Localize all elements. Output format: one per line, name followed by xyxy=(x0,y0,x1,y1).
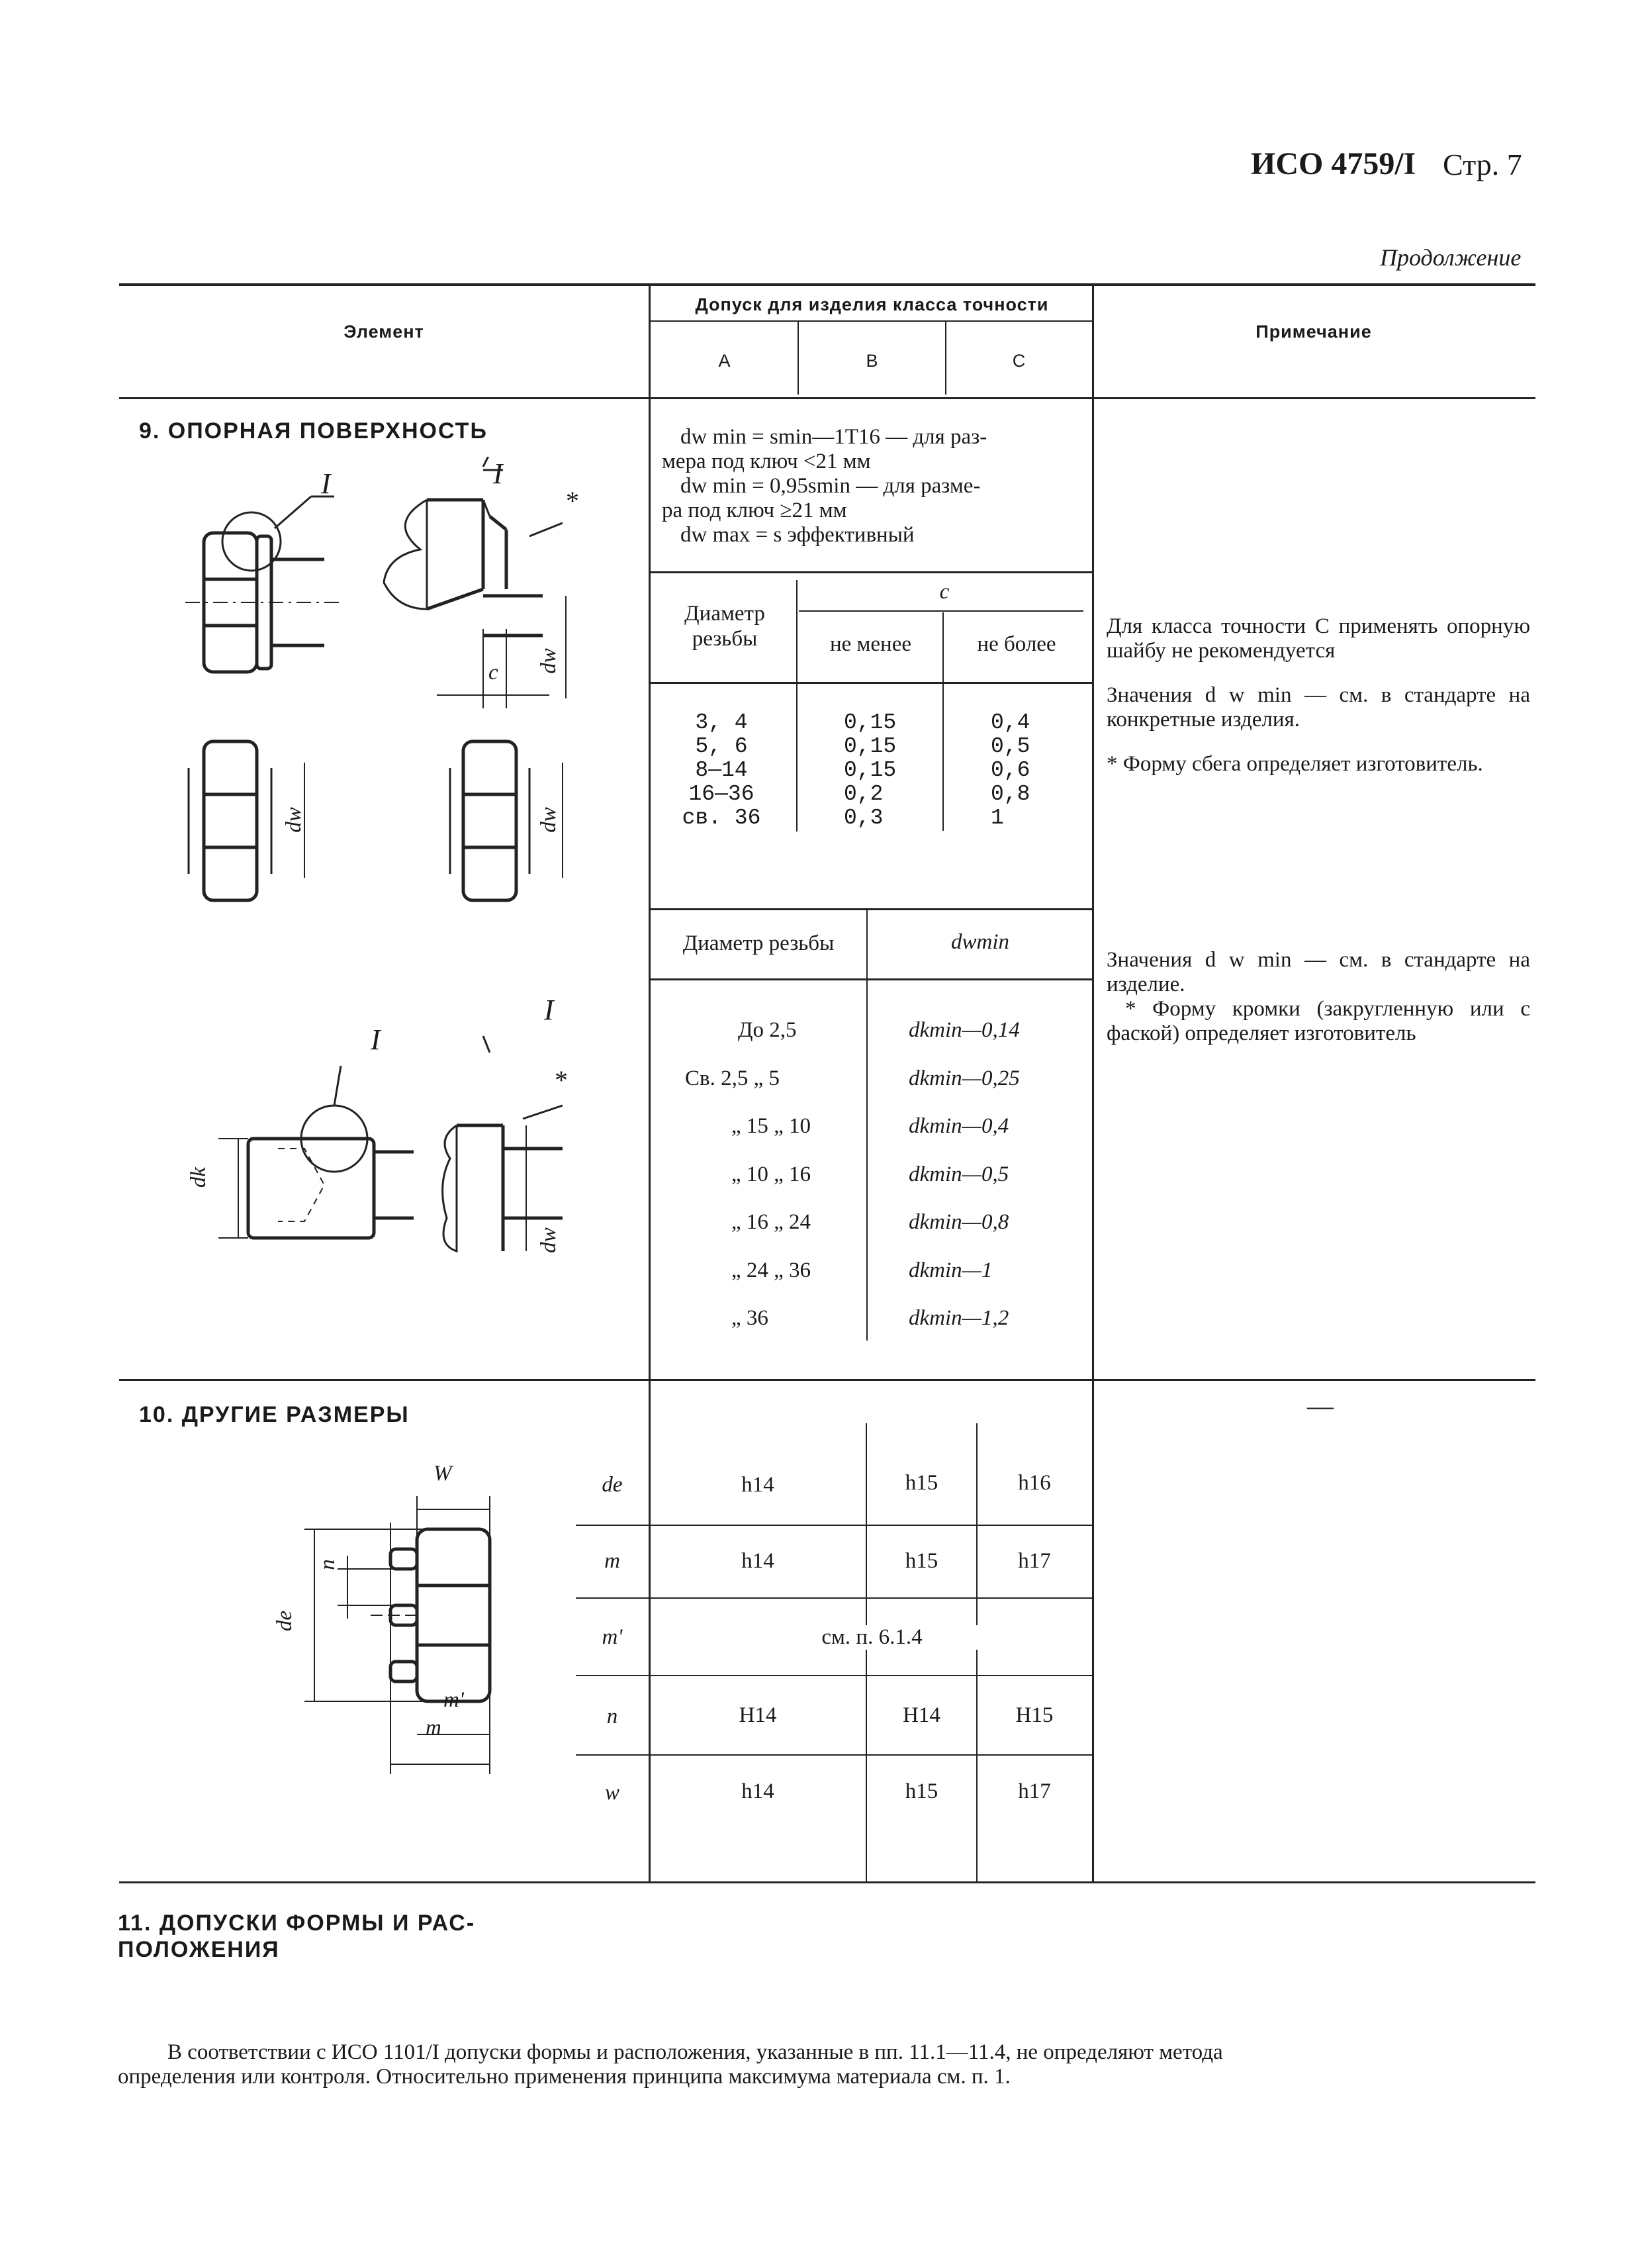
header-tolerance: Допуск для изделия класса точности xyxy=(695,295,1049,314)
table-cell: dkmin—0,5 xyxy=(909,1162,1009,1186)
section9-notes-1 xyxy=(1107,614,1530,777)
table-cell: 0,5 xyxy=(991,734,1030,759)
table-row: „ 36 xyxy=(731,1306,768,1330)
c-table-min-values xyxy=(844,711,896,830)
formula-line-4: ра под ключ ≥21 мм xyxy=(662,498,847,522)
star-mark-2: * xyxy=(555,1065,568,1095)
row-de-c: h16 xyxy=(1018,1471,1051,1495)
formula-line-5: dw max = s эффективный xyxy=(680,523,915,547)
c-table-col-min: не менее xyxy=(829,632,912,656)
castle-nut-figure xyxy=(278,1456,529,1801)
c-table-c-label: c xyxy=(939,580,950,604)
header-bottom-rule xyxy=(119,397,1535,399)
table-cell: 0,8 xyxy=(991,782,1030,806)
note-text: Для класса точности C применять опорную шайбу не рекомендуется xyxy=(1107,614,1530,663)
table-row: „ 16 „ 24 xyxy=(731,1210,811,1234)
note-text: * Форму сбега определяет изготовитель. xyxy=(1107,752,1483,776)
section11-title-line1: 11. ДОПУСКИ ФОРМЫ И РАС- xyxy=(118,1911,476,1936)
header-class-b: B xyxy=(866,351,879,371)
row-de-a: h14 xyxy=(741,1473,774,1497)
detail-i-label-2: I xyxy=(493,457,503,490)
paragraph-line-2: определения или контроля. Относительно применения принципа максимума материала см. п. 1. xyxy=(118,2065,1011,2089)
table-cell: 0,3 xyxy=(844,806,884,830)
dw-table-col-thread: Диаметр резьбы xyxy=(682,931,835,955)
row-symbol-m-prime: m' xyxy=(602,1625,623,1649)
dk-label: dk xyxy=(187,1166,211,1188)
c-table-top-rule xyxy=(651,571,1092,573)
section9-title: 9. ОПОРНАЯ ПОВЕРХНОСТЬ xyxy=(139,418,488,444)
continuation-label: Продолжение xyxy=(1380,244,1522,271)
s10-row-rule-3 xyxy=(576,1675,1092,1676)
table-cell: dkmin—1,2 xyxy=(909,1306,1009,1330)
row-m-prime-merged: см. п. 6.1.4 xyxy=(655,1625,1089,1650)
c-table-head-rule xyxy=(651,682,1092,684)
table-cell: 0,6 xyxy=(991,758,1030,782)
s10-col-bc-lower xyxy=(976,1675,978,1881)
section11-title-line2: ПОЛОЖЕНИЯ xyxy=(118,1937,280,1962)
paragraph-line-1: В соответствии с ИСО 1101/I допуски формы и расположения, указанные в пп. 11.1—11.4, не определяют метода xyxy=(167,2040,1223,2064)
row-de-b: h15 xyxy=(905,1471,938,1495)
table-cell: 1 xyxy=(991,806,1004,830)
table-cell: 0,15 xyxy=(844,758,897,782)
section9-notes-2 xyxy=(1107,948,1530,1046)
section11-paragraph xyxy=(118,2040,1537,2089)
fig-label-m-prime: m' xyxy=(443,1688,464,1712)
detail-i-label-4: I xyxy=(544,994,554,1026)
row-n-a: H14 xyxy=(739,1703,777,1727)
fig-label-w: W xyxy=(433,1462,452,1486)
dw-table-head-rule xyxy=(651,978,1092,980)
row-w-b: h15 xyxy=(905,1779,938,1803)
c-table-sub-rule xyxy=(799,610,1083,612)
page-number: Стр. 7 xyxy=(1443,148,1522,181)
table-cell: dkmin—0,4 xyxy=(909,1114,1009,1138)
table-row: „ 10 „ 16 xyxy=(731,1162,811,1186)
table-cell: dkmin—0,8 xyxy=(909,1210,1009,1234)
table-row: „ 24 „ 36 xyxy=(731,1258,811,1282)
section11-title xyxy=(118,1910,475,1963)
section10-bottom-rule xyxy=(119,1881,1535,1883)
table-row: 16—36 xyxy=(688,782,754,806)
table-cell: dkmin—0,25 xyxy=(909,1066,1020,1090)
table-cell: 0,15 xyxy=(844,734,897,759)
row-n-b: H14 xyxy=(903,1703,940,1727)
table-row: 5, 6 xyxy=(695,734,748,759)
dw-table-col-dw: dwmin xyxy=(950,930,1009,954)
row-w-a: h14 xyxy=(741,1779,774,1803)
bearing-surface-figures xyxy=(172,457,635,1298)
c-dimension-label: c xyxy=(488,661,498,685)
row-m-b: h15 xyxy=(905,1549,938,1573)
table-cell: dkmin—1 xyxy=(909,1258,993,1282)
table-row: До 2,5 xyxy=(738,1018,797,1042)
detail-i-label-3: I xyxy=(371,1023,381,1056)
row-m-a: h14 xyxy=(741,1549,774,1573)
star-mark-1: * xyxy=(566,486,579,516)
table-cell: dkmin—0,14 xyxy=(909,1018,1020,1042)
dw-label-3: dw xyxy=(536,807,561,833)
section10-note: — xyxy=(1307,1391,1334,1421)
table-cell: 0,15 xyxy=(844,710,897,735)
s10-row-rule-2 xyxy=(576,1597,1092,1599)
table-row: 3, 4 xyxy=(695,710,748,735)
dw-label-1: dw xyxy=(536,648,561,674)
c-table-thread-values xyxy=(668,711,774,830)
fig-label-de: de xyxy=(273,1610,297,1632)
dw-label-4: dw xyxy=(536,1227,561,1253)
hex-bolt-side-view xyxy=(185,496,344,672)
section10-title: 10. ДРУГИЕ РАЗМЕРЫ xyxy=(139,1402,410,1427)
dw-table-thread-values xyxy=(685,1006,811,1343)
dw-table-dw-values xyxy=(909,1006,1020,1343)
dw-table-divider xyxy=(866,910,868,1341)
header-class-c: C xyxy=(1012,351,1026,371)
table-top-rule xyxy=(119,283,1535,286)
row-w-c: h17 xyxy=(1018,1779,1051,1803)
table-cell: 0,4 xyxy=(991,710,1030,735)
fig-label-n: n xyxy=(315,1559,340,1570)
col-divider-notes xyxy=(1092,286,1094,1883)
table-row: 8—14 xyxy=(695,758,748,782)
note-text: * Форму кромки (закругленную или с фаской) определяет изготовитель xyxy=(1107,997,1530,1045)
c-table-div1 xyxy=(796,580,798,831)
note-text: Значения d w min — см. в стандарте на изделие. xyxy=(1107,948,1530,996)
row-m-c: h17 xyxy=(1018,1549,1051,1573)
table-row: „ 15 „ 10 xyxy=(731,1114,811,1138)
formula-line-2: мера под ключ <21 мм xyxy=(662,449,871,473)
c-table-col-thread: Диаметр резьбы xyxy=(684,602,765,651)
note-text: Значения d w min — см. в стандарте на конкретные изделия. xyxy=(1107,683,1530,732)
c-table-col-max: не более xyxy=(977,632,1056,656)
section9-formula xyxy=(662,425,1085,547)
dw-label-2: dw xyxy=(281,807,306,833)
s10-row-rule-4 xyxy=(576,1754,1092,1756)
col-divider-element xyxy=(649,286,651,1883)
header-note: Примечание xyxy=(1255,322,1372,342)
table-row: Св. 2,5 „ 5 xyxy=(685,1066,780,1090)
dw-table-top-rule xyxy=(651,908,1092,910)
document-id: ИСО 4759/I xyxy=(1251,146,1416,181)
section9-bottom-rule xyxy=(119,1379,1535,1381)
socket-screw-detail xyxy=(443,1036,563,1251)
detail-i-label-1: I xyxy=(321,467,331,500)
header-class-a: A xyxy=(718,351,731,371)
socket-head-screw-view xyxy=(218,1066,414,1238)
row-n-c: H15 xyxy=(1015,1703,1054,1727)
fig-label-m: m xyxy=(426,1716,441,1740)
formula-line-1: dw min = smin—1T16 — для раз- xyxy=(680,425,987,449)
formula-line-3: dw min = 0,95smin — для разме- xyxy=(680,474,981,498)
row-symbol-m: m xyxy=(604,1549,620,1573)
header-element: Элемент xyxy=(343,322,424,342)
c-table-max-values xyxy=(991,711,1030,830)
class-subheader-rule xyxy=(649,320,1093,322)
table-row: св. 36 xyxy=(682,806,761,830)
s10-row-rule-1 xyxy=(576,1525,1092,1526)
row-symbol-n: n xyxy=(606,1705,618,1728)
table-cell: 0,2 xyxy=(844,782,884,806)
row-symbol-de: de xyxy=(602,1473,623,1497)
row-symbol-w: w xyxy=(604,1781,619,1805)
